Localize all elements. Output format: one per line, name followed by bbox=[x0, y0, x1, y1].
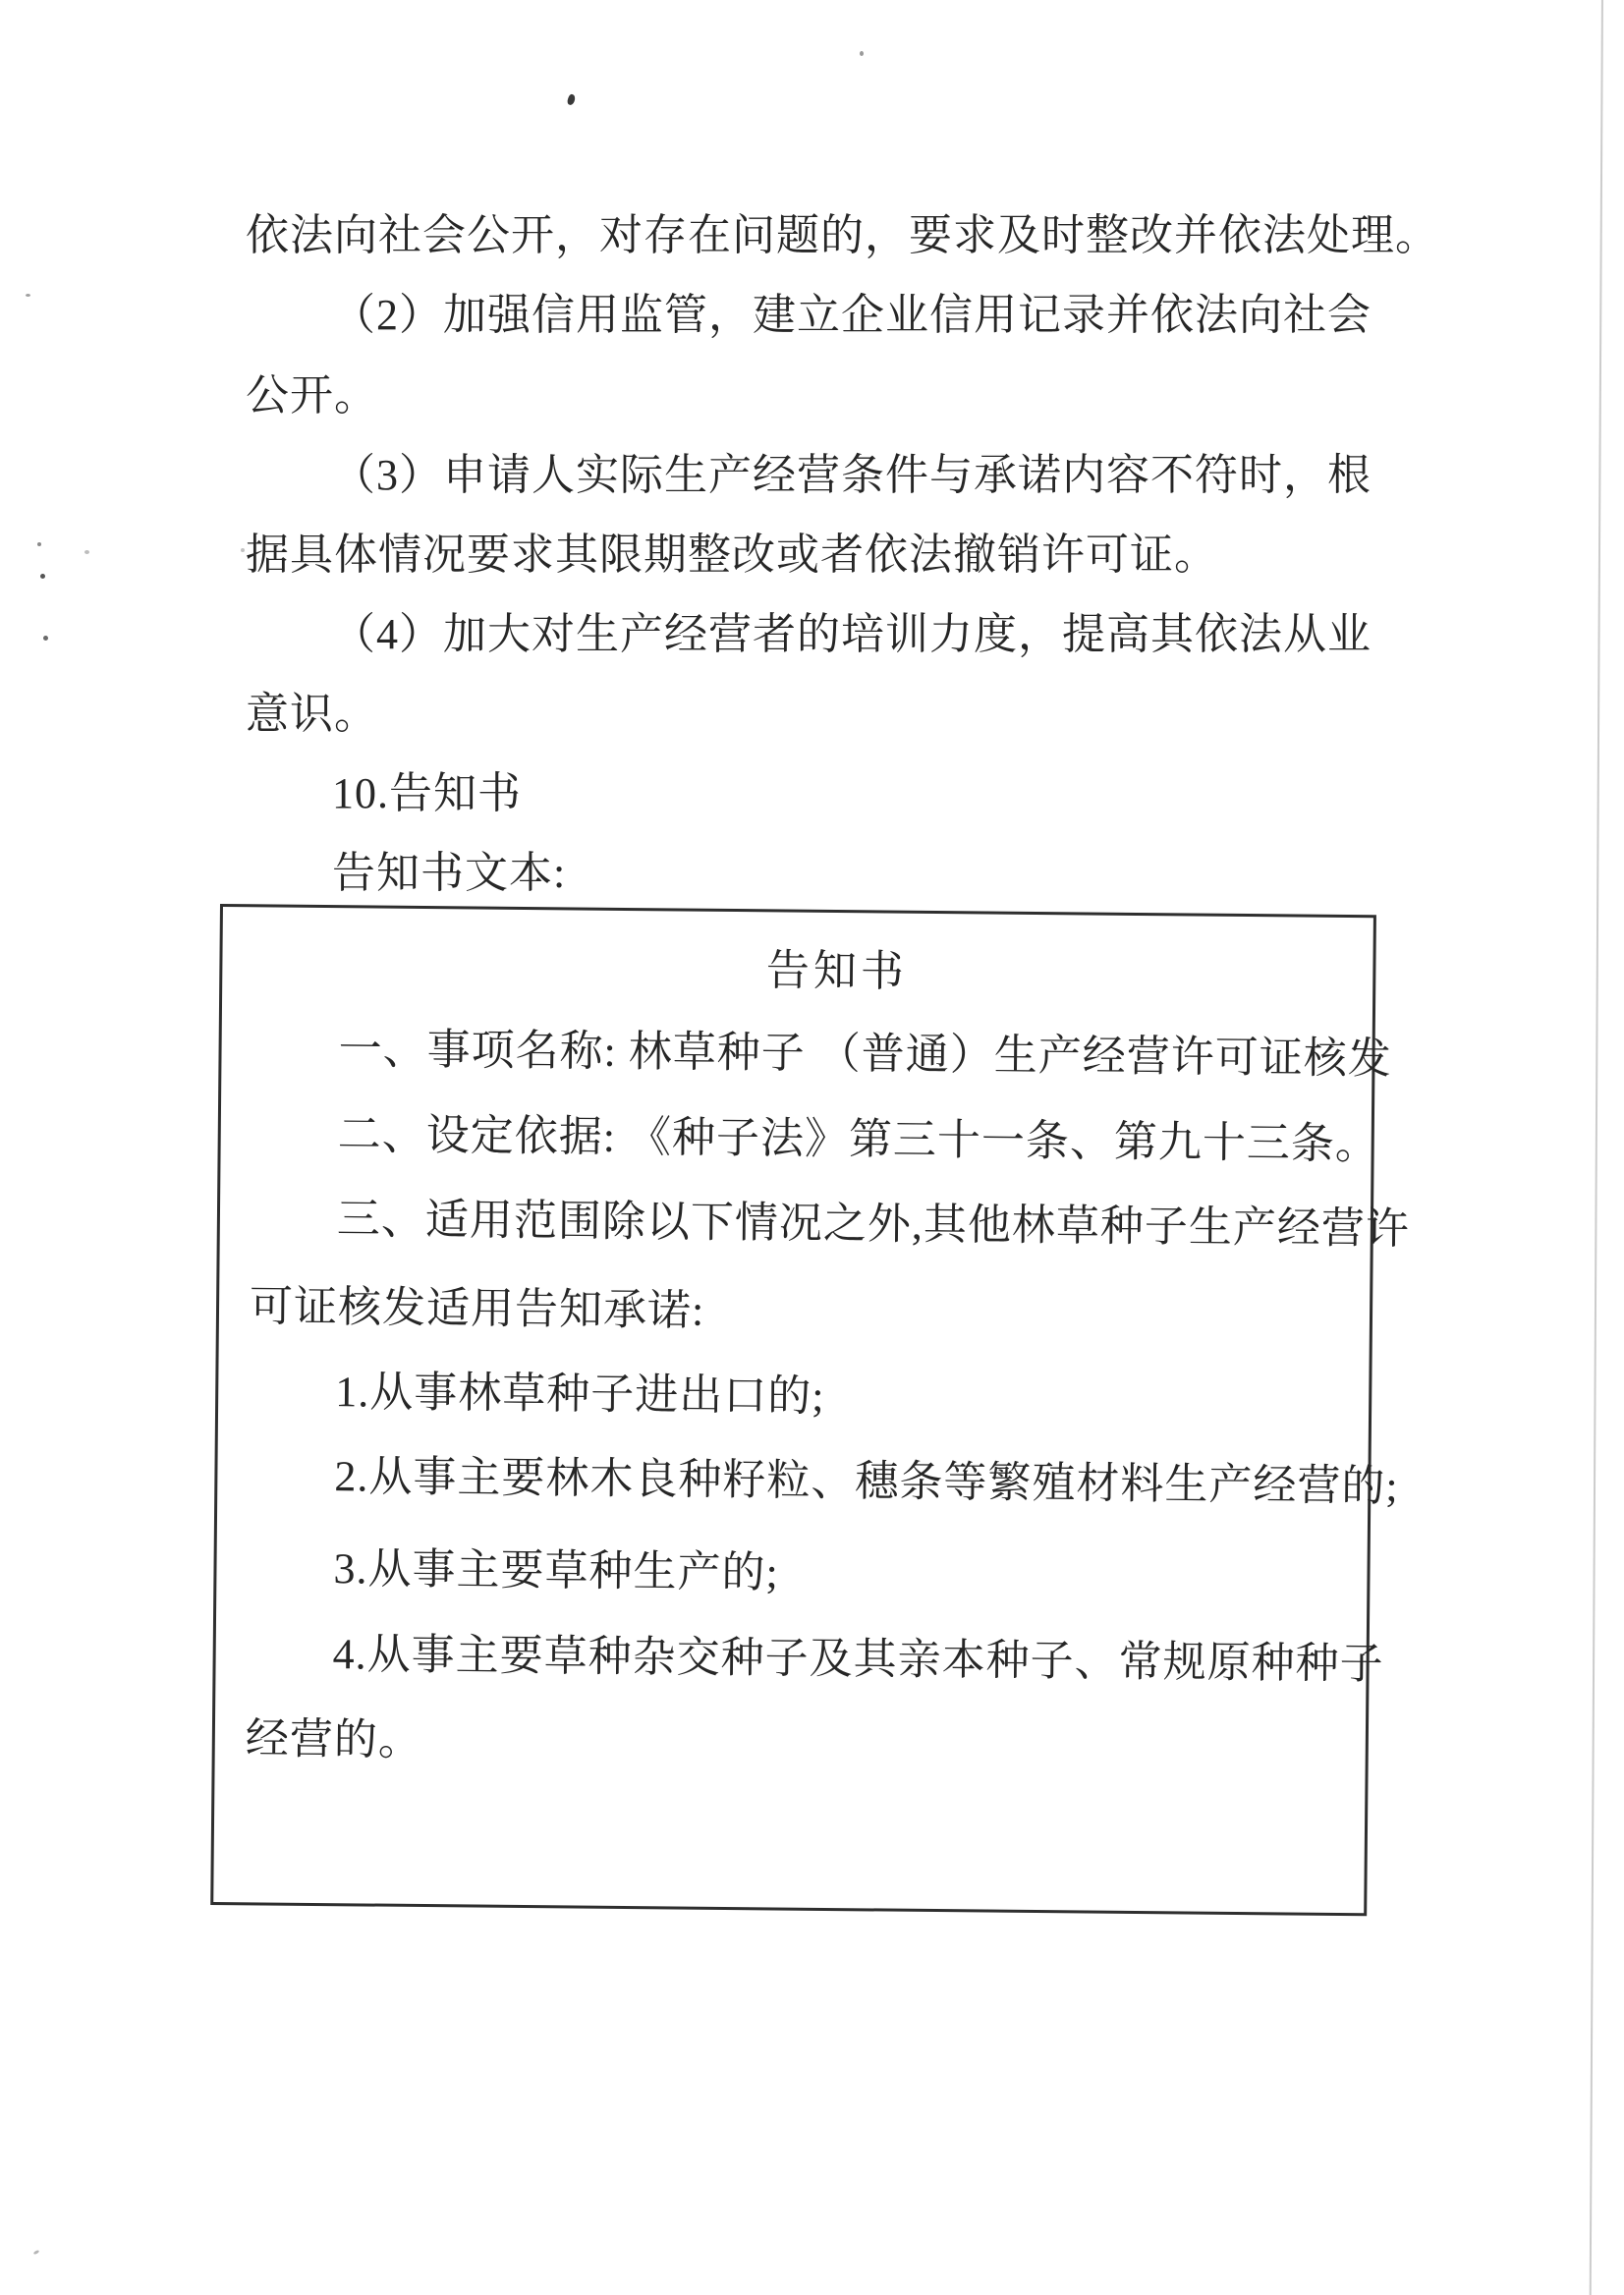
notice-scope-line: 可证核发适用告知承诺: bbox=[249, 1282, 705, 1335]
notice-exception-item: 经营的。 bbox=[245, 1714, 423, 1765]
paragraph-line: 据具体情况要求其限期整改或者依法撤销许可证。 bbox=[246, 531, 1218, 579]
notice-scope-line: 三、适用范围除以下情况之外,其他林草种子生产经营许 bbox=[336, 1195, 1411, 1254]
notice-box bbox=[210, 904, 1411, 1916]
scan-speck bbox=[860, 51, 864, 56]
notice-exception-item: 2.从事主要林木良种籽粒、穗条等繁殖材料生产经营的; bbox=[334, 1452, 1399, 1511]
scan-edge-line bbox=[1590, 0, 1603, 2295]
paragraph-line: 意识。 bbox=[246, 690, 378, 738]
paragraph-line: （2）加强信用监管，建立企业信用记录并依法向社会 bbox=[332, 291, 1372, 339]
paragraph-line: （4）加大对生产经营者的培训力度，提高其依法从业 bbox=[332, 610, 1372, 658]
paragraph-line: 公开。 bbox=[246, 371, 378, 420]
scan-speck bbox=[37, 542, 41, 546]
scan-speck bbox=[566, 93, 576, 106]
scan-speck bbox=[26, 294, 30, 297]
notice-text-label: 告知书文本: bbox=[332, 849, 567, 897]
notice-exception-item: 3.从事主要草种生产的; bbox=[333, 1544, 779, 1597]
scan-speck bbox=[43, 636, 48, 641]
section-heading-notice: 10.告知书 bbox=[332, 769, 522, 817]
scan-speck bbox=[84, 550, 89, 554]
notice-legal-basis: 二、设定依据: 《种子法》第三十一条、第九十三条。 bbox=[337, 1110, 1380, 1169]
notice-exception-item: 4.从事主要草种杂交种子及其亲本种子、常规原种种子 bbox=[332, 1630, 1384, 1689]
paragraph-line: 依法向社会公开，对存在问题的，要求及时整改并依法处理。 bbox=[246, 211, 1439, 259]
scan-speck bbox=[40, 574, 45, 579]
notice-box-title: 告知书 bbox=[765, 946, 909, 996]
scan-speck bbox=[33, 2250, 40, 2256]
notice-exception-item: 1.从事林草种子进出口的; bbox=[335, 1368, 825, 1421]
notice-item-name: 一、事项名称: 林草种子 （普通）生产经营许可证核发 bbox=[338, 1025, 1393, 1084]
scan-speck bbox=[241, 548, 245, 552]
paragraph-line: （3）申请人实际生产经营条件与承诺内容不符时，根 bbox=[332, 451, 1372, 499]
